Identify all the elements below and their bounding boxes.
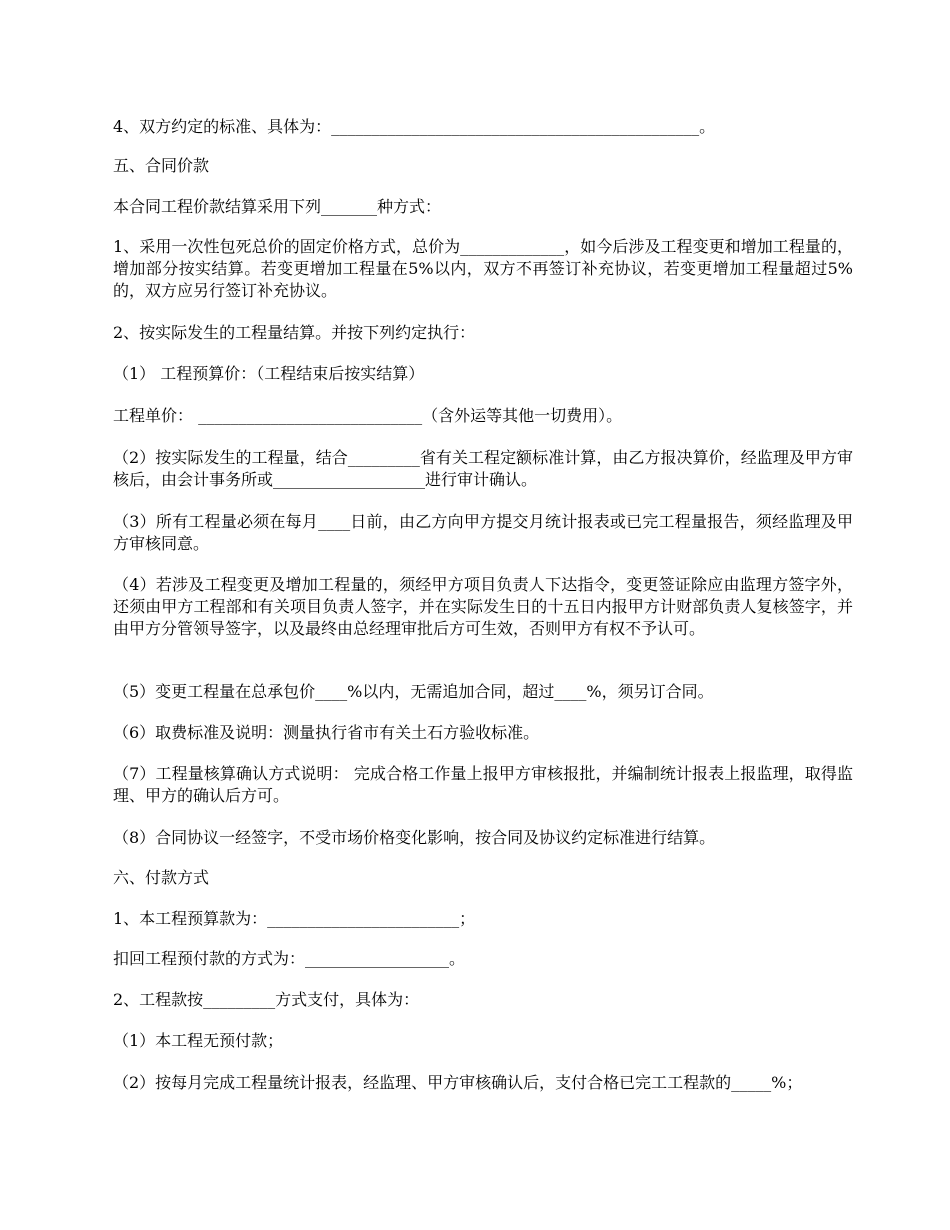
section-6-heading: 六、付款方式 — [113, 868, 210, 887]
change-order-item: （4）若涉及工程变更及增加工程量的，须经甲方项目负责人下达指令，变更签证除应由监理方签字外，还须由甲方工程部和有关项目负责人签字，并在实际发生日的十五日内报甲方计财部负责人复核签字，并由甲方分管领导签字，以及最终由总经理审批后方可生效，否则甲方有权不予认可。 — [113, 575, 853, 638]
budget-payment-line: 1、本工程预算款为：________________________； — [113, 909, 476, 928]
change-limit-item: （5）变更工程量在总承包价____%以内，无需追加合同，超过____%，须另订合同。 — [113, 682, 714, 701]
section-5-heading: 五、合同价款 — [113, 156, 210, 175]
budget-price-item: （1） 工程预算价：（工程结束后按实结算） — [113, 364, 425, 383]
unit-price-line: 工程单价： ____________________________（含外运等其他一切费用）。 — [113, 406, 623, 425]
clause-4-standard: 4、双方约定的标准、具体为：______________________________________________。 — [113, 117, 716, 136]
advance-deduction-line: 扣回工程预付款的方式为：__________________。 — [113, 949, 466, 968]
settlement-method-line: 本合同工程价款结算采用下列_______种方式： — [113, 197, 442, 216]
fee-standard-item: （6）取费标准及说明：测量执行省市有关土石方验收标准。 — [113, 723, 540, 742]
payment-method-line: 2、工程款按_________方式支付，具体为： — [113, 990, 420, 1009]
fixed-price-clause: 1、采用一次性包死总价的固定价格方式，总价为_____________，如今后涉及工程变更和增加工程量的，增加部分按实结算。若变更增加工程量在5%以内，双方不再签订补充协议，若变更增加工程量超过5%的，双方应另行签订补充协议。 — [113, 237, 853, 300]
quantity-calc-item: （2）按实际发生的工程量，结合_________省有关工程定额标准计算，由乙方报决算价，经监理及甲方审核后，由会计事务所或___________________进行审计确认。 — [113, 448, 853, 489]
actual-quantity-clause: 2、按实际发生的工程量结算。并按下列约定执行： — [113, 323, 476, 342]
monthly-payment-item: （2）按每月完成工程量统计报表，经监理、甲方审核确认后，支付合格已完工工程款的_____%； — [113, 1073, 803, 1092]
price-fixed-item: （8）合同协议一经签字，不受市场价格变化影响，按合同及协议约定标准进行结算。 — [113, 828, 716, 847]
no-advance-item: （1）本工程无预付款； — [113, 1031, 284, 1050]
monthly-report-item: （3）所有工程量必须在每月____日前，由乙方向甲方提交月统计报表或已完工程量报告，须经监理及甲方审核同意。 — [113, 512, 853, 553]
confirmation-method-item: （7）工程量核算确认方式说明： 完成合格工作量上报甲方审核报批，并编制统计报表上报监理，取得监理、甲方的确认后方可。 — [113, 764, 853, 805]
